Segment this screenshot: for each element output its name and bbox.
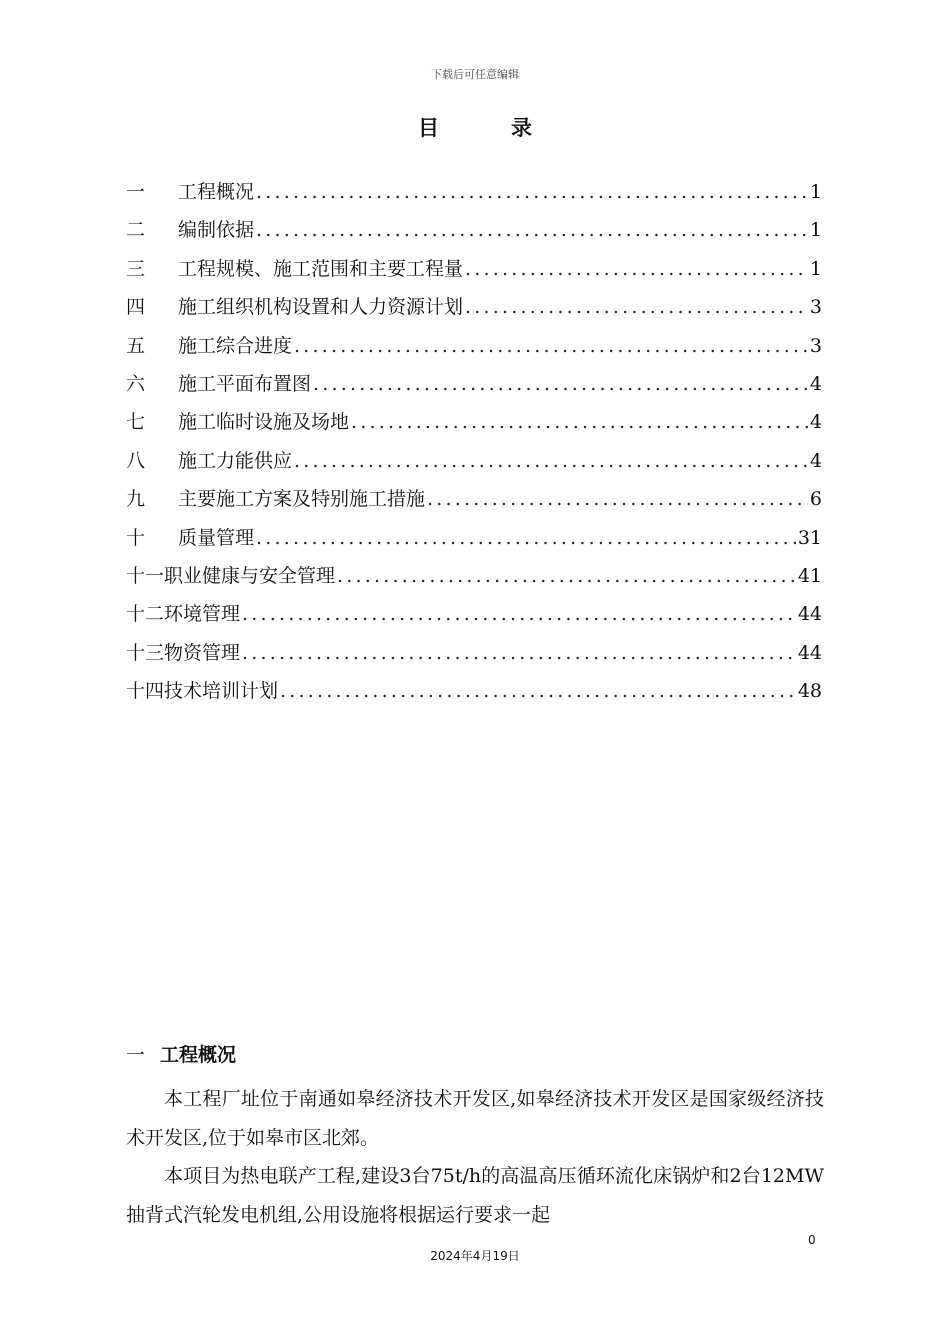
toc-dot-leader: [280, 672, 796, 710]
toc-dot-leader: [256, 211, 808, 249]
footer-date: 2024年4月19日: [430, 1249, 520, 1263]
toc-title: [0, 112, 950, 142]
toc-dot-leader: [294, 327, 808, 365]
toc-entry-page: 4: [809, 372, 822, 395]
toc-entry-number: 五: [126, 334, 146, 357]
toc-entry-page: 4: [809, 411, 822, 434]
toc-entry-number: 二: [126, 219, 146, 242]
toc-entry-label: 编制依据: [178, 219, 255, 242]
toc-entry-8[interactable]: [126, 442, 822, 480]
toc-title-right: 录: [511, 116, 532, 140]
toc-entry-label: 施工组织机构设置和人力资源计划: [178, 296, 464, 319]
toc-dot-leader: [465, 288, 808, 326]
toc-entry-number: 十四: [126, 680, 165, 703]
toc-dot-leader: [465, 250, 808, 288]
toc-entry-14[interactable]: [126, 672, 822, 710]
toc-entry-label: 施工综合进度: [178, 334, 293, 357]
toc-entry-page: 44: [797, 641, 822, 664]
toc-entry-number: 一: [126, 181, 146, 203]
toc-entry-number: 七: [126, 411, 146, 434]
header-note: 下载后可任意编辑: [431, 68, 519, 81]
toc-entry-2[interactable]: [126, 211, 822, 249]
toc-dot-leader: [337, 557, 796, 595]
toc-entry-page: 1: [809, 181, 822, 203]
toc-entry-11[interactable]: [126, 557, 822, 595]
toc-entry-page: 41: [797, 564, 822, 587]
toc-entry-label: 技术培训计划: [164, 680, 279, 703]
toc-entry-5[interactable]: [126, 327, 822, 365]
toc-entry-label: 环境管理: [164, 603, 241, 626]
toc-entry-page: 3: [809, 296, 822, 319]
toc-dot-leader: [427, 480, 808, 518]
toc-entry-label: 工程概况: [178, 181, 255, 203]
toc-title-left: 目: [418, 116, 439, 140]
section-title: 工程概况: [160, 1044, 237, 1066]
toc-entry-9[interactable]: [126, 480, 822, 518]
toc-entry-10[interactable]: [126, 519, 822, 557]
toc-entry-number: 十二: [126, 603, 165, 626]
toc-entry-label: 物资管理: [164, 641, 241, 664]
toc-entry-label: 主要施工方案及特别施工措施: [178, 488, 426, 511]
toc-entry-page: 3: [809, 334, 822, 357]
page-number: 0: [808, 1233, 816, 1247]
toc-entry-page: 6: [809, 488, 822, 511]
toc-entry-label: 施工平面布置图: [178, 372, 312, 395]
toc-entry-12[interactable]: [126, 595, 822, 633]
toc-entry-3[interactable]: [126, 250, 822, 288]
toc-entry-label: 质量管理: [178, 526, 255, 549]
toc-entry-page: 31: [797, 526, 822, 549]
toc-dot-leader: [242, 595, 796, 633]
toc-entry-7[interactable]: [126, 403, 822, 441]
toc-entry-number: 十: [126, 526, 146, 549]
toc-entry-number: 十三: [126, 641, 165, 664]
toc-entry-label: 职业健康与安全管理: [164, 564, 336, 587]
toc-entry-page: 1: [809, 257, 822, 280]
toc-entry-page: 44: [797, 603, 822, 626]
toc-entry-page: 1: [809, 219, 822, 242]
toc-dot-leader: [256, 519, 796, 557]
toc-entry-4[interactable]: [126, 288, 822, 326]
table-of-contents: [126, 173, 822, 710]
toc-entry-label: 工程规模、施工范围和主要工程量: [178, 257, 464, 280]
toc-entry-number: 六: [126, 372, 146, 395]
toc-entry-number: 三: [126, 257, 146, 280]
toc-entry-number: 八: [126, 449, 146, 472]
toc-dot-leader: [294, 442, 808, 480]
toc-entry-page: 4: [809, 449, 822, 472]
toc-entry-number: 十一: [126, 564, 165, 587]
section-number: 一: [126, 1044, 146, 1066]
toc-entry-number: 四: [126, 296, 146, 319]
toc-entry-6[interactable]: [126, 365, 822, 403]
section-body: [126, 1080, 824, 1234]
toc-entry-13[interactable]: [126, 634, 822, 672]
toc-dot-leader: [256, 173, 808, 211]
toc-entry-page: 48: [797, 680, 822, 703]
body-paragraph: 本项目为热电联产工程,建设3台75t/h的高温高压循环流化床锅炉和2台12MW抽背式汽轮发电机组,公用设施将根据运行要求一起: [126, 1165, 824, 1226]
toc-entry-label: 施工临时设施及场地: [178, 411, 350, 434]
toc-entry-1[interactable]: [126, 173, 822, 211]
body-paragraph: 本工程厂址位于南通如皋经济技术开发区,如皋经济技术开发区是国家级经济技术开发区,位于如皋市区北郊。: [126, 1088, 824, 1149]
section-heading: [126, 1040, 236, 1067]
toc-entry-number: 九: [126, 488, 146, 511]
toc-dot-leader: [351, 403, 808, 441]
toc-entry-label: 施工力能供应: [178, 449, 293, 472]
toc-dot-leader: [242, 634, 796, 672]
toc-dot-leader: [313, 365, 808, 403]
